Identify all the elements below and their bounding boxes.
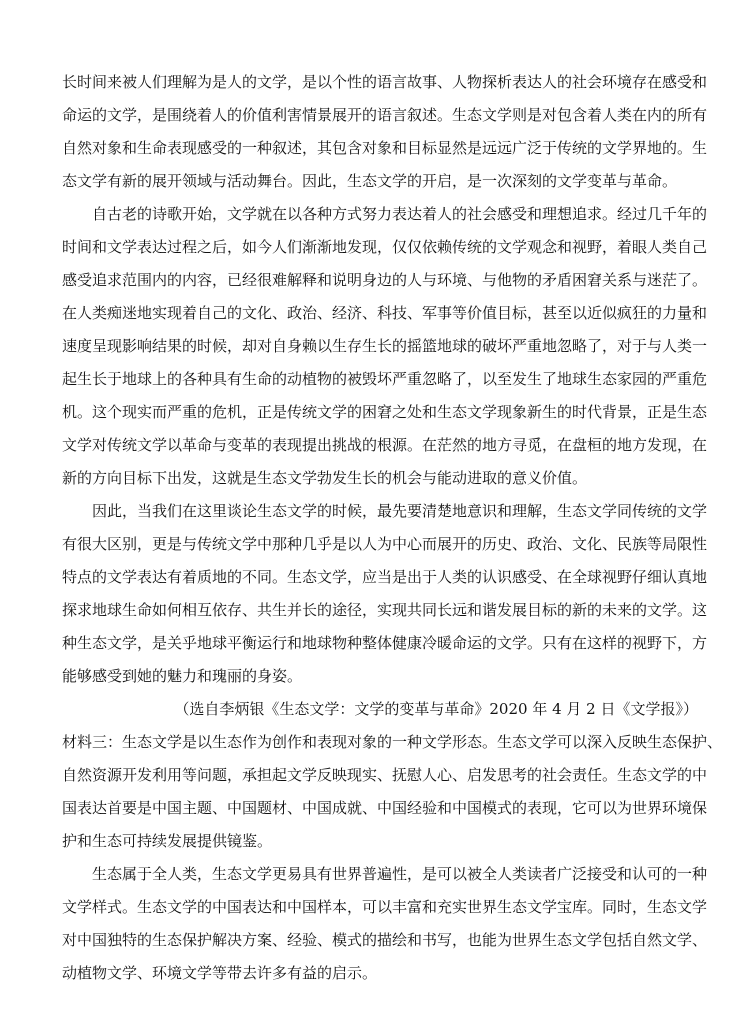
text-line: 能够感受到她的魅力和瑰丽的身姿。 [62, 667, 303, 685]
text-line: 特点的文学表达有着质地的不同。生态文学，应当是出于人类的认识感受、在全球视野仔细认真地 [62, 568, 708, 586]
text-line: 态文学有新的展开领域与活动舞台。因此，生态文学的开启，是一次深刻的文学变革与革命。 [62, 172, 678, 190]
text-line: 感受追求范围内的内容，已经很难解释和说明身边的人与环境、与他物的矛盾困窘关系与迷茫了。 [62, 271, 708, 289]
text-line: 文学对传统文学以革命与变革的表现提出挑战的根源。在茫然的地方寻觅，在盘桓的地方发现，在 [62, 436, 708, 454]
text-line: 新的方向目标下出发，这就是生态文学勃发生长的机会与能动进取的意义价值。 [62, 469, 588, 487]
text-line: 自然资源开发利用等问题，承担起文学反映现实、抚慰人心、启发思考的社会责任。生态文学的中 [62, 766, 708, 784]
text-line: 材料三：生态文学是以生态作为创作和表现对象的一种文学形态。生态文学可以深入反映生态保护、 [62, 733, 723, 751]
text-line: 动植物文学、环境文学等带去许多有益的启示。 [62, 964, 378, 982]
text-line: 探求地球生命如何相互依存、共生并长的途径，实现共同长远和谐发展目标的新的未来的文学。这 [62, 601, 708, 619]
text-line: 护和生态可持续发展提供镜鉴。 [62, 832, 273, 850]
text-line: 有很大区别，更是与传统文学中那种几乎是以人为中心而展开的历史、政治、文化、民族等局限性 [62, 535, 708, 553]
text-line: 生态属于全人类，生态文学更易具有世界普遍性，是可以被全人类读者广泛接受和认可的一种 [62, 865, 708, 883]
text-line: 自古老的诗歌开始，文学就在以各种方式努力表达着人的社会感受和理想追求。经过几千年的 [62, 205, 708, 223]
text-line: 因此，当我们在这里谈论生态文学的时候，最先要清楚地意识和理解，生态文学同传统的文学 [62, 502, 708, 520]
text-line: 在人类痴迷地实现着自己的文化、政治、经济、科技、军事等价值目标，甚至以近似疯狂的力量和 [62, 304, 708, 322]
text-line: 对中国独特的生态保护解决方案、经验、模式的描绘和书写，也能为世界生态文学包括自然文学、 [62, 931, 708, 949]
text-line: 机。这个现实而严重的危机，正是传统文学的困窘之处和生态文学现象新生的时代背景，正是生态 [62, 403, 708, 421]
text-line: 自然对象和生命表现感受的一种叙述，其包含对象和目标显然是远远广泛于传统的文学界地的。生 [62, 139, 708, 157]
text-line: 速度呈现影响结果的时候，却对自身赖以生存生长的摇篮地球的破坏严重地忽略了，对于与人类一 [62, 337, 708, 355]
text-line: 国表达首要是中国主题、中国题材、中国成就、中国经验和中国模式的表现，它可以为世界环境保 [62, 799, 708, 817]
source-citation: （选自李炳银《生态文学：文学的变革与革命》2020 年 4 月 2 日《文学报》） [174, 700, 698, 718]
text-line: 时间和文学表达过程之后，如今人们渐渐地发现，仅仅依赖传统的文学观念和视野，着眼人类自己 [62, 238, 708, 256]
text-line: 文学样式。生态文学的中国表达和中国样本，可以丰富和充实世界生态文学宝库。同时，生态文学 [62, 898, 708, 916]
text-line: 长时间来被人们理解为是人的文学，是以个性的语言故事、人物探析表达人的社会环境存在感受和 [62, 73, 708, 91]
text-line: 命运的文学，是围绕着人的价值利害情景展开的语言叙述。生态文学则是对包含着人类在内的所有 [62, 106, 708, 124]
text-line: 种生态文学，是关乎地球平衡运行和地球物种整体健康冷暖命运的文学。只有在这样的视野下，方 [62, 634, 708, 652]
text-line: 起生长于地球上的各种具有生命的动植物的被毁坏严重忽略了，以至发生了地球生态家园的严重危 [62, 370, 708, 388]
